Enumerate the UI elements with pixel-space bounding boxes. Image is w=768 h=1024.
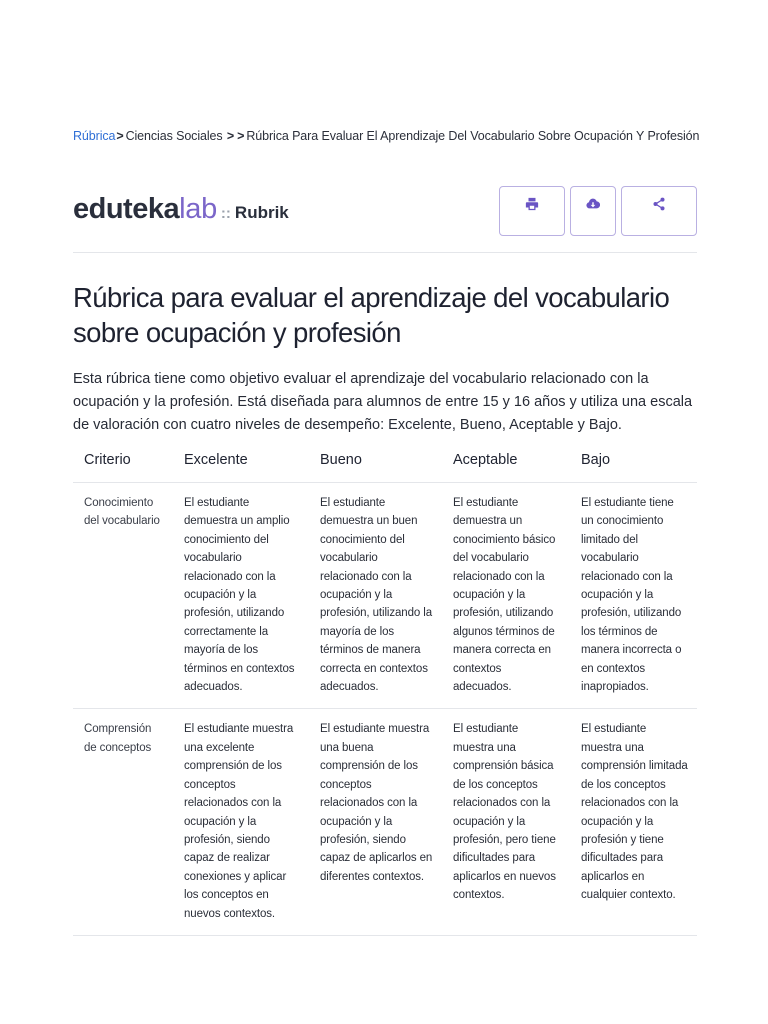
- bueno-cell: El estudiante muestra una buena comprensión de los conceptos relacionados con la ocupación y la profesión, siendo capaz de aplicarlos en diferentes contextos.: [309, 709, 442, 935]
- breadcrumb-item-rubrica[interactable]: Rúbrica: [73, 129, 116, 143]
- breadcrumb-item-current: Rúbrica Para Evaluar El Aprendizaje Del Vocabulario Sobre Ocupación Y Profesión: [246, 129, 700, 143]
- share-icon: [652, 197, 666, 214]
- excelente-cell: El estudiante muestra una excelente comprensión de los conceptos relacionados con la ocupación y la profesión, siendo capaz de realizar conexiones y aplicar los conceptos en nuevos contextos.: [173, 709, 309, 935]
- breadcrumb-separator: >: [226, 129, 235, 143]
- action-toolbar: [499, 186, 697, 236]
- page-title: Rúbrica para evaluar el aprendizaje del vocabulario sobre ocupación y profesión: [73, 282, 670, 348]
- aceptable-cell: El estudiante demuestra un conocimiento básico del vocabulario relacionado con la ocupación y la profesión, utilizando algunos términos de manera correcta en contextos adecuados.: [442, 483, 570, 709]
- column-header-excelente: Excelente: [173, 440, 309, 483]
- breadcrumb-item-ciencias-sociales[interactable]: Ciencias Sociales: [125, 129, 223, 143]
- download-button[interactable]: [570, 186, 616, 236]
- breadcrumb-separator: >: [237, 129, 245, 143]
- breadcrumb-separator: >: [116, 129, 124, 143]
- breadcrumb: [73, 129, 699, 143]
- cloud-download-icon: [586, 197, 600, 214]
- rubric-table: [73, 440, 697, 936]
- bueno-cell: El estudiante demuestra un buen conocimiento del vocabulario relacionado con la ocupación y la profesión, utilizando la mayoría de los términos de manera correcta en contextos adecuados.: [309, 483, 442, 709]
- criterion-cell: Comprensión de conceptos: [73, 709, 173, 935]
- column-header-bajo: Bajo: [570, 440, 697, 483]
- logo-text-main: eduteka: [73, 193, 180, 225]
- bajo-cell: El estudiante tiene un conocimiento limitado del vocabulario relacionado con la ocupación y la profesión, utilizando los términos de manera incorrecta o en contextos inapropiados.: [570, 483, 697, 709]
- print-icon: [525, 197, 539, 214]
- column-header-criterio: Criterio: [73, 440, 173, 483]
- page-header: [73, 183, 697, 239]
- rubric-description: Esta rúbrica tiene como objetivo evaluar el aprendizaje del vocabulario relacionado con la ocupación y la profesión. Está diseñada para alumnos de entre 15 y 16 años y utiliza una escala de valoración con cuatro niveles de desempeño: Excelente, Bueno, Aceptable y Bajo.: [73, 371, 693, 433]
- eduteka-lab-logo[interactable]: [73, 193, 289, 225]
- column-header-aceptable: Aceptable: [442, 440, 570, 483]
- column-header-bueno: Bueno: [309, 440, 442, 483]
- table-row: [73, 709, 697, 935]
- excelente-cell: El estudiante demuestra un amplio conocimiento del vocabulario relacionado con la ocupación y la profesión, utilizando correctamente la mayoría de los términos en contextos adecuados.: [173, 483, 309, 709]
- share-button[interactable]: [621, 186, 697, 236]
- table-row: [73, 483, 697, 709]
- table-header-row: [73, 440, 697, 483]
- print-button[interactable]: [499, 186, 565, 236]
- logo-text-sub: Rubrik: [234, 203, 289, 222]
- aceptable-cell: El estudiante muestra una comprensión básica de los conceptos relacionados con la ocupación y la profesión, pero tiene dificultades para aplicarlos en nuevos contextos.: [442, 709, 570, 935]
- logo-text-accent: lab: [179, 193, 217, 225]
- logo-separator: ::: [220, 205, 231, 222]
- bajo-cell: El estudiante muestra una comprensión limitada de los conceptos relacionados con la ocupación y la profesión y tiene dificultades para aplicarlos en cualquier contexto.: [570, 709, 697, 935]
- criterion-cell: Conocimiento del vocabulario: [73, 483, 173, 709]
- header-divider: [73, 252, 697, 253]
